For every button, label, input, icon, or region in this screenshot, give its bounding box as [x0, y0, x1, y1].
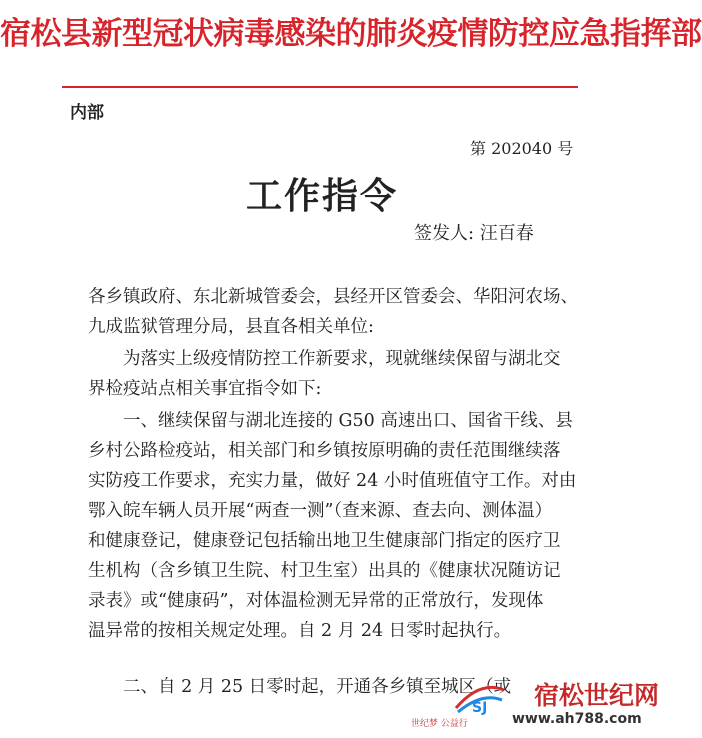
- text-line: 九成监狱管理分局，县直各相关单位:: [88, 317, 374, 337]
- text-line: 录表》或“健康码”，对体温检测无异常的正常放行，发现体: [88, 591, 544, 611]
- text-line: 二、自 2 月 25 日零时起，开通各乡镇至城区（或: [123, 677, 512, 697]
- item-1-paragraph: [88, 406, 588, 646]
- text-line: 各乡镇政府、东北新城管委会，县经开区管委会、华阳河农场、: [88, 287, 578, 307]
- text-line: 鄂入皖车辆人员开展“两查一测”（查来源、查去向、测体温）: [88, 501, 553, 521]
- text-line: 温异常的按相关规定处理。自 2 月 24 日零时起执行。: [88, 621, 512, 641]
- classification-label: 内部: [70, 103, 104, 123]
- red-divider: [62, 86, 578, 88]
- document-number: 第 202040 号: [470, 139, 574, 158]
- text-line: 一、继续保留与湖北连接的 G50 高速出口、国省干线、县: [123, 411, 573, 431]
- text-line: 实防疫工作要求，充实力量，做好 24 小时值班值守工作。对由: [88, 471, 577, 491]
- text-line: 界检疫站点相关事宜指令如下:: [88, 379, 322, 399]
- signer: 签发人: 汪百春: [414, 223, 534, 244]
- text-line: 和健康登记，健康登记包括输出地卫生健康部门指定的医疗卫: [88, 531, 561, 551]
- addressee-paragraph: [88, 282, 588, 342]
- text-line: 生机构（含乡镇卫生院、村卫生室）出具的《健康状况随访记: [88, 561, 561, 581]
- watermark-logo: [452, 678, 508, 718]
- document-title: 工作指令: [245, 176, 398, 217]
- text-line: 乡村公路检疫站，相关部门和乡镇按原明确的责任范围继续落: [88, 441, 561, 461]
- watermark-slogan: 世纪梦 公益行: [411, 719, 468, 729]
- intro-paragraph: [88, 344, 588, 404]
- org-header: 宿松县新型冠状病毒感染的肺炎疫情防控应急指挥部: [0, 16, 702, 52]
- watermark-url[interactable]: www.ah788.com: [512, 711, 642, 727]
- logo-text: SJ: [472, 700, 488, 716]
- item-2-paragraph: [88, 672, 588, 702]
- watermark-site-name: 宿松世纪网: [530, 676, 663, 712]
- text-line: 为落实上级疫情防控工作新要求，现就继续保留与湖北交: [123, 349, 561, 369]
